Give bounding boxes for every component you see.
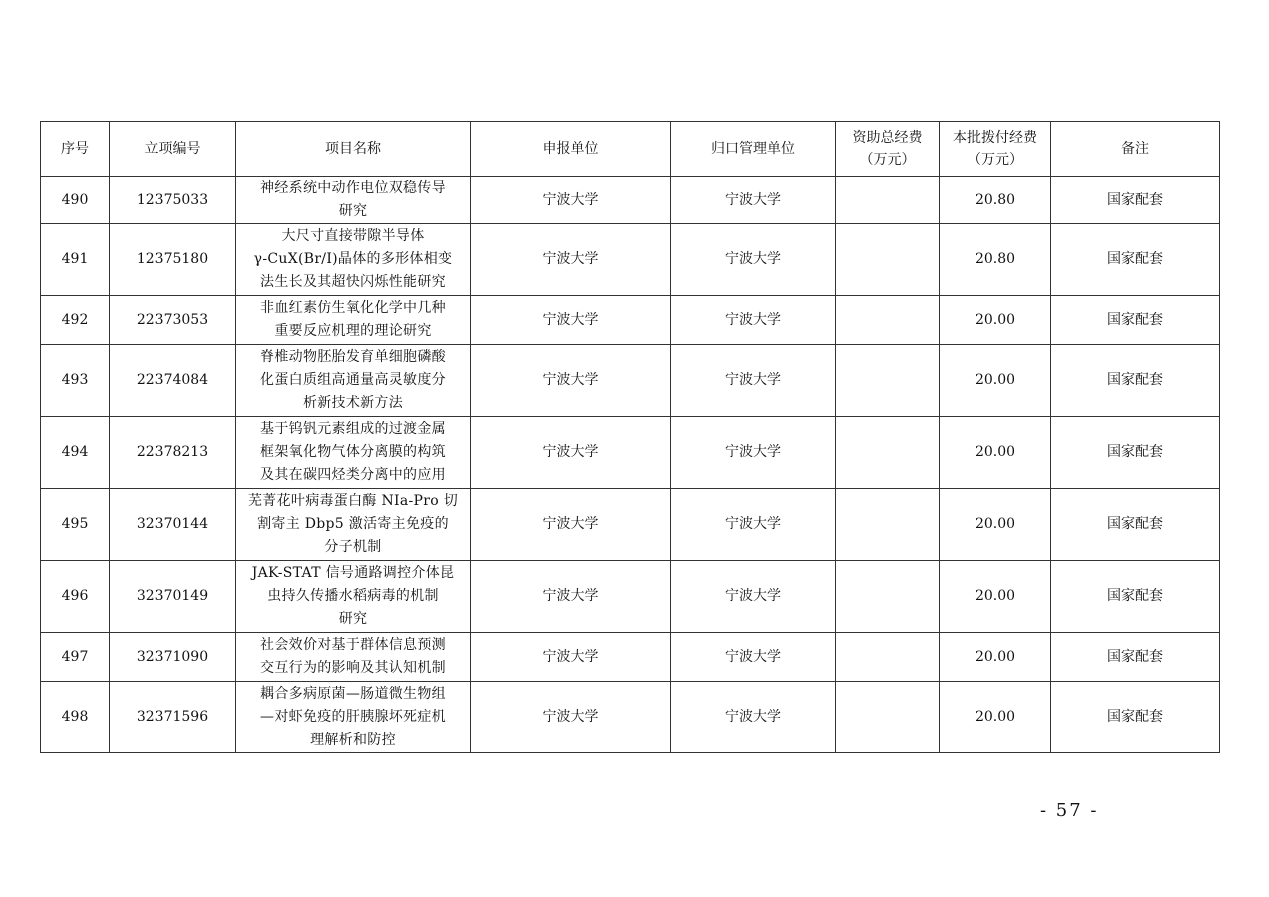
- cell-project-name: [236, 682, 471, 753]
- cell-note: 国家配套: [1051, 489, 1220, 561]
- cell-manager: 宁波大学: [671, 177, 836, 224]
- project-name-line: 社会效价对基于群体信息预测: [260, 637, 446, 653]
- table-row: [41, 682, 1220, 753]
- project-name-line: 芜菁花叶病毒蛋白酶 NIa-Pro 切: [248, 493, 458, 509]
- cell-applicant: 宁波大学: [471, 296, 671, 345]
- table-row: [41, 177, 1220, 224]
- header-manager: [671, 122, 836, 177]
- header-label: 归口管理单位: [711, 141, 795, 157]
- project-name-line: 大尺寸直接带隙半导体: [281, 228, 425, 244]
- cell-batch-funding: 20.80: [940, 224, 1051, 296]
- header-label: 申报单位: [542, 141, 599, 157]
- project-name-line: 及其在碳四烃类分离中的应用: [260, 467, 446, 483]
- cell-seq: 496: [41, 561, 110, 633]
- project-name-line: 基于钨钒元素组成的过渡金属: [260, 421, 446, 437]
- cell-note: 国家配套: [1051, 345, 1220, 417]
- header-note: [1051, 122, 1220, 177]
- cell-batch-funding: 20.80: [940, 177, 1051, 224]
- cell-code: 32371596: [110, 682, 236, 753]
- cell-batch-funding: 20.00: [940, 345, 1051, 417]
- cell-project-name: [236, 561, 471, 633]
- header-batch-funding: [940, 122, 1051, 177]
- cell-seq: 491: [41, 224, 110, 296]
- cell-project-name: [236, 417, 471, 489]
- cell-applicant: 宁波大学: [471, 561, 671, 633]
- cell-note: 国家配套: [1051, 296, 1220, 345]
- cell-manager: 宁波大学: [671, 417, 836, 489]
- project-name-line: 框架氧化物气体分离膜的构筑: [260, 444, 446, 460]
- cell-manager: 宁波大学: [671, 224, 836, 296]
- project-name-line: 交互行为的影响及其认知机制: [260, 660, 446, 676]
- project-name-line: 重要反应机理的理论研究: [274, 323, 432, 339]
- cell-applicant: 宁波大学: [471, 682, 671, 753]
- project-name-line: 理解析和防控: [310, 731, 396, 748]
- cell-project-name: [236, 633, 471, 682]
- cell-manager: 宁波大学: [671, 489, 836, 561]
- header-label: 资助总经费: [852, 130, 923, 146]
- table-row: [41, 296, 1220, 345]
- cell-applicant: 宁波大学: [471, 489, 671, 561]
- cell-batch-funding: 20.00: [940, 633, 1051, 682]
- cell-manager: 宁波大学: [671, 633, 836, 682]
- cell-note: 国家配套: [1051, 561, 1220, 633]
- header-applicant: [471, 122, 671, 177]
- cell-applicant: 宁波大学: [471, 417, 671, 489]
- header-label: （万元）: [967, 152, 1023, 168]
- cell-project-name: [236, 224, 471, 296]
- cell-seq: 497: [41, 633, 110, 682]
- cell-note: 国家配套: [1051, 224, 1220, 296]
- cell-total-funding: [836, 177, 940, 224]
- header-label: 序号: [61, 141, 89, 157]
- table-header-row: [41, 122, 1220, 177]
- cell-seq: 494: [41, 417, 110, 489]
- cell-manager: 宁波大学: [671, 561, 836, 633]
- cell-applicant: 宁波大学: [471, 177, 671, 224]
- project-name-line: 化蛋白质组高通量高灵敏度分: [260, 372, 446, 388]
- cell-project-name: [236, 489, 471, 561]
- cell-total-funding: [836, 417, 940, 489]
- project-name-line: 非血红素仿生氧化化学中几种: [260, 300, 446, 316]
- project-name-line: 研究: [338, 203, 368, 219]
- project-name-line: 割寄主 Dbp5 激活寄主免疫的: [257, 516, 449, 532]
- header-seq: [41, 122, 110, 177]
- cell-applicant: 宁波大学: [471, 633, 671, 682]
- cell-note: 国家配套: [1051, 633, 1220, 682]
- cell-note: 国家配套: [1051, 417, 1220, 489]
- table-row: [41, 417, 1220, 489]
- cell-manager: 宁波大学: [671, 296, 836, 345]
- header-total-funding: [836, 122, 940, 177]
- cell-total-funding: [836, 561, 940, 633]
- cell-note: 国家配套: [1051, 682, 1220, 753]
- cell-code: 12375033: [110, 177, 236, 224]
- cell-code: 32370149: [110, 561, 236, 633]
- cell-seq: 495: [41, 489, 110, 561]
- cell-total-funding: [836, 633, 940, 682]
- cell-seq: 492: [41, 296, 110, 345]
- header-label: 项目名称: [325, 141, 381, 157]
- project-name-line: γ-CuX(Br/I)晶体的多形体相变: [253, 251, 453, 267]
- cell-note: 国家配套: [1051, 177, 1220, 224]
- cell-batch-funding: 20.00: [940, 682, 1051, 753]
- table-row: [41, 561, 1220, 633]
- header-name: [236, 122, 471, 177]
- cell-code: 32370144: [110, 489, 236, 561]
- cell-code: 22374084: [110, 345, 236, 417]
- cell-seq: 498: [41, 682, 110, 753]
- cell-total-funding: [836, 489, 940, 561]
- table-row: [41, 345, 1220, 417]
- project-name-line: 虫持久传播水稻病毒的机制: [267, 588, 439, 604]
- project-name-line: 脊椎动物胚胎发育单细胞磷酸: [260, 349, 446, 365]
- cell-total-funding: [836, 224, 940, 296]
- cell-total-funding: [836, 682, 940, 753]
- header-label: 立项编号: [144, 141, 201, 157]
- cell-batch-funding: 20.00: [940, 561, 1051, 633]
- project-name-line: 研究: [338, 611, 368, 627]
- cell-manager: 宁波大学: [671, 345, 836, 417]
- cell-applicant: 宁波大学: [471, 345, 671, 417]
- cell-project-name: [236, 296, 471, 345]
- project-name-line: 法生长及其超快闪烁性能研究: [260, 274, 446, 290]
- header-label: 本批拨付经费: [953, 130, 1037, 146]
- table-row: [41, 489, 1220, 561]
- cell-code: 32371090: [110, 633, 236, 682]
- cell-project-name: [236, 177, 471, 224]
- page-number: - 57 -: [1040, 800, 1099, 821]
- cell-seq: 490: [41, 177, 110, 224]
- cell-seq: 493: [41, 345, 110, 417]
- table-row: [41, 633, 1220, 682]
- table-row: [41, 224, 1220, 296]
- cell-code: 22378213: [110, 417, 236, 489]
- table-body: [41, 177, 1220, 753]
- project-name-line: 耦合多病原菌—肠道微生物组: [260, 685, 446, 702]
- project-name-line: 分子机制: [324, 539, 382, 555]
- header-label: （万元）: [859, 152, 916, 168]
- cell-manager: 宁波大学: [671, 682, 836, 753]
- cell-total-funding: [836, 296, 940, 345]
- project-name-line: 神经系统中动作电位双稳传导: [260, 180, 446, 196]
- cell-total-funding: [836, 345, 940, 417]
- header-label: 备注: [1121, 141, 1149, 157]
- cell-batch-funding: 20.00: [940, 417, 1051, 489]
- cell-batch-funding: 20.00: [940, 296, 1051, 345]
- cell-code: 12375180: [110, 224, 236, 296]
- project-table: [40, 121, 1220, 753]
- project-name-line: JAK-STAT 信号通路调控介体昆: [251, 565, 455, 581]
- cell-project-name: [236, 345, 471, 417]
- project-name-line: 析新技术新方法: [302, 395, 404, 411]
- cell-applicant: 宁波大学: [471, 224, 671, 296]
- project-name-line: —对虾免疫的肝胰腺坏死症机: [260, 708, 446, 725]
- header-code: [110, 122, 236, 177]
- cell-code: 22373053: [110, 296, 236, 345]
- cell-batch-funding: 20.00: [940, 489, 1051, 561]
